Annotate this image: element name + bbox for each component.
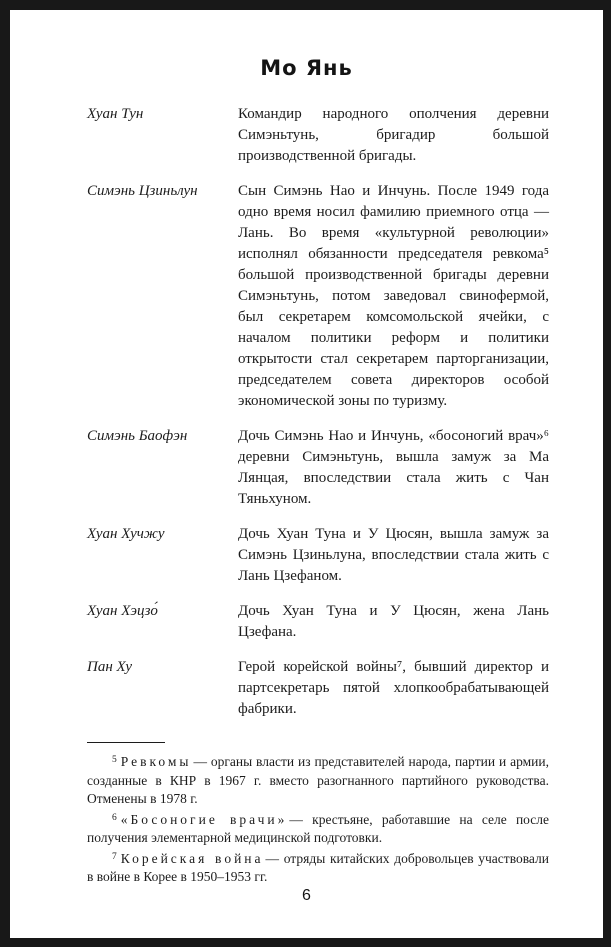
book-page <box>10 10 603 938</box>
character-entry <box>87 181 549 412</box>
page-number: 6 <box>302 886 311 904</box>
footnote-text: — отряды китайских добровольцев участвовали в войне в Корее в 1950–1953 гг. <box>87 850 549 884</box>
character-name: Хуан Хучжу <box>87 526 165 542</box>
character-entry <box>87 524 549 587</box>
footnote-marker: 5 <box>112 755 117 765</box>
footnote-term: Корейская война <box>120 850 264 866</box>
footnote-separator <box>87 742 165 743</box>
author-header: Мо Янь <box>260 56 353 80</box>
footnote-text: — органы власти из представителей народа, партии и армии, созданные в КНР в 1967 г. вместо разогнанного партийного руководства. Отменены в 1978 г. <box>87 754 549 806</box>
character-name: Пан Ху <box>87 659 133 675</box>
footnote-marker: 7 <box>112 851 117 862</box>
footnotes-section <box>87 742 549 887</box>
footnote <box>87 848 549 887</box>
character-list <box>87 104 549 734</box>
footnote-term: Ревкомы <box>120 754 192 769</box>
footnote <box>87 809 549 848</box>
character-description: Герой корейской войны⁷, бывший директор и партсекретарь пятой хлопкообрабатывающей фабрики. <box>238 659 549 717</box>
character-entry <box>87 601 549 643</box>
character-name: Хуан Хэцзо́ <box>87 603 158 619</box>
character-name: Симэнь Цзиньлун <box>87 183 198 199</box>
character-description: Дочь Хуан Туна и У Цюсян, жена Лань Цзефана. <box>238 603 549 640</box>
character-name: Хуан Тун <box>87 106 144 122</box>
character-entry <box>87 426 549 510</box>
footnote-marker: 6 <box>112 812 117 823</box>
character-name: Симэнь Баофэн <box>87 428 188 444</box>
character-entry <box>87 657 549 720</box>
character-description: Дочь Хуан Туна и У Цюсян, вышла замуж за Симэнь Цзиньлуна, впоследствии стала жить с Лань Цзефаном. <box>238 526 549 584</box>
footnote <box>87 751 549 809</box>
footnote-text: — крестьяне, работавшие на селе после получения элементарной медицинской подготовки. <box>87 811 549 845</box>
character-description: Дочь Симэнь Нао и Инчунь, «босоногий врач»⁶ деревни Симэньтунь, вышла замуж за Ма Лянцая, впоследствии стала жить с Чан Тяньхуном. <box>238 428 549 507</box>
character-description: Командир народного ополчения деревни Симэньтунь, бригадир большой производственной бригады. <box>238 106 549 164</box>
character-description: Сын Симэнь Нао и Инчунь. После 1949 года одно время носил фамилию приемного отца — Лань. Во время «культурной революции» исполнял обязанности председателя ревкома⁵ большой производственной бригады деревни Симэньтунь, потом заведовал свинофермой, был секретарем комсомольской ячейки, с началом политики реформ и политики открытости стал секретарем парторганизации, председателем совета директоров особой экономической зоны по туризму. <box>238 183 549 409</box>
character-entry <box>87 104 549 167</box>
footnote-term: «Босоногие врачи» <box>120 811 288 827</box>
